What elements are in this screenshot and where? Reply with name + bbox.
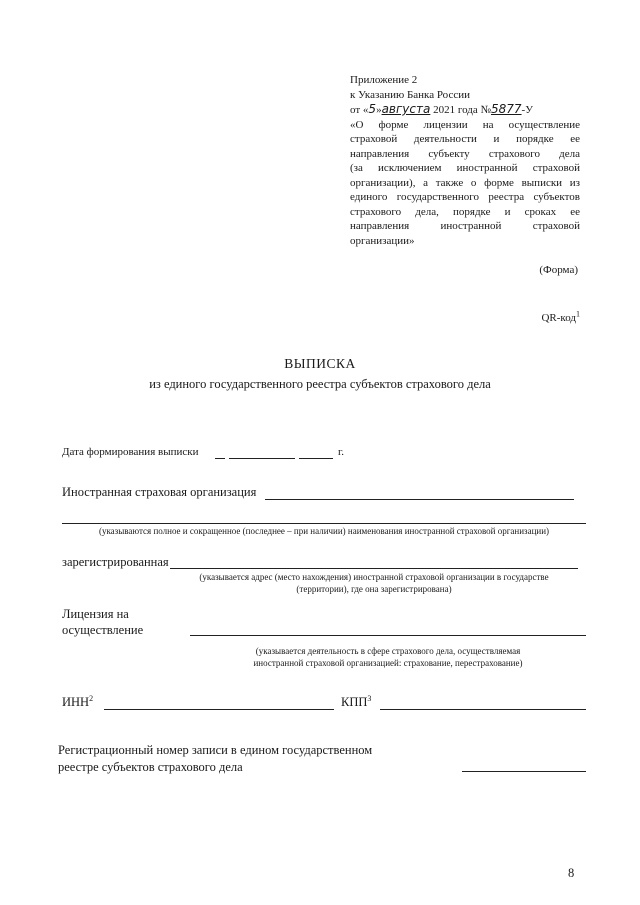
qr-code-label: QR-код$^1$	[541, 309, 580, 324]
license-activity-field[interactable]	[190, 635, 586, 636]
footnote-mark: 3	[367, 693, 372, 703]
registered-hint: (указывается адрес (место нахождения) иностранной страховой организации в государстве (территории), где она зарегистрирована)	[199, 572, 549, 594]
quote-line: направления субъекту страхового дела	[350, 147, 580, 160]
quote-line: организации»	[350, 234, 415, 247]
handwritten-day: 5	[368, 102, 377, 116]
quote-line: организации), а также о форме выписки из	[350, 176, 580, 189]
quote-line: «О форме лицензии на осуществление	[350, 118, 580, 131]
handwritten-doc-number: 5877	[491, 102, 522, 116]
inn-field[interactable]	[104, 709, 334, 710]
foreign-org-field[interactable]	[265, 499, 574, 500]
header-block	[350, 73, 580, 248]
footnote-mark: 1	[576, 309, 580, 319]
date-day-blank[interactable]	[215, 458, 225, 459]
foreign-org-label: Иностранная страховая организация	[62, 485, 257, 499]
appendix-label: Приложение 2	[350, 74, 418, 86]
formation-date-label: Дата формирования выписки	[62, 446, 199, 458]
foreign-org-field-continuation[interactable]	[62, 523, 586, 524]
registered-address-field[interactable]	[170, 568, 578, 569]
kpp-field[interactable]	[380, 709, 586, 710]
directive-date-line: от «5»августа 2021 года №5877-У	[350, 102, 533, 116]
directive-label: к Указанию Банка России	[350, 88, 470, 101]
page-number: 8	[568, 866, 575, 880]
form-label: (Форма)	[539, 264, 578, 276]
quote-line: (за исключением иностранной страховой	[350, 162, 580, 174]
foreign-org-hint: (указываются полное и сокращенное (последнее – при наличии) наименования иностранной страховой организации)	[98, 526, 550, 536]
license-label: Лицензия на осуществление	[62, 607, 144, 637]
quote-line: единого государственного реестра субъектов	[350, 191, 580, 203]
registration-number-field[interactable]	[462, 771, 586, 772]
inn-label: ИНН$^2$	[62, 693, 94, 709]
kpp-label: КПП$^3$	[341, 693, 372, 709]
date-month-blank[interactable]	[229, 458, 295, 459]
date-year-blank[interactable]	[299, 458, 333, 459]
registered-label: зарегистрированная	[62, 555, 169, 569]
handwritten-month: августа	[381, 102, 431, 116]
license-hint: (указывается деятельность в сфере страхового дела, осуществляемая иностранной страховой организацией: страхование, перестрахование)	[253, 646, 523, 668]
footnote-mark: 2	[89, 693, 94, 703]
registration-number-label: Регистрационный номер записи в едином государственном реестре субъектов страхового дела	[58, 743, 373, 774]
date-year-suffix: г.	[338, 446, 345, 458]
quote-line: страхового дела, порядке и сроках ее	[350, 205, 580, 218]
document-title: ВЫПИСКА	[284, 356, 356, 371]
quote-line: страховой деятельности и порядке ее	[350, 133, 580, 145]
quote-line: направления иностранной страховой	[350, 220, 580, 232]
document-subtitle: из единого государственного реестра субъектов страхового дела	[149, 377, 491, 391]
